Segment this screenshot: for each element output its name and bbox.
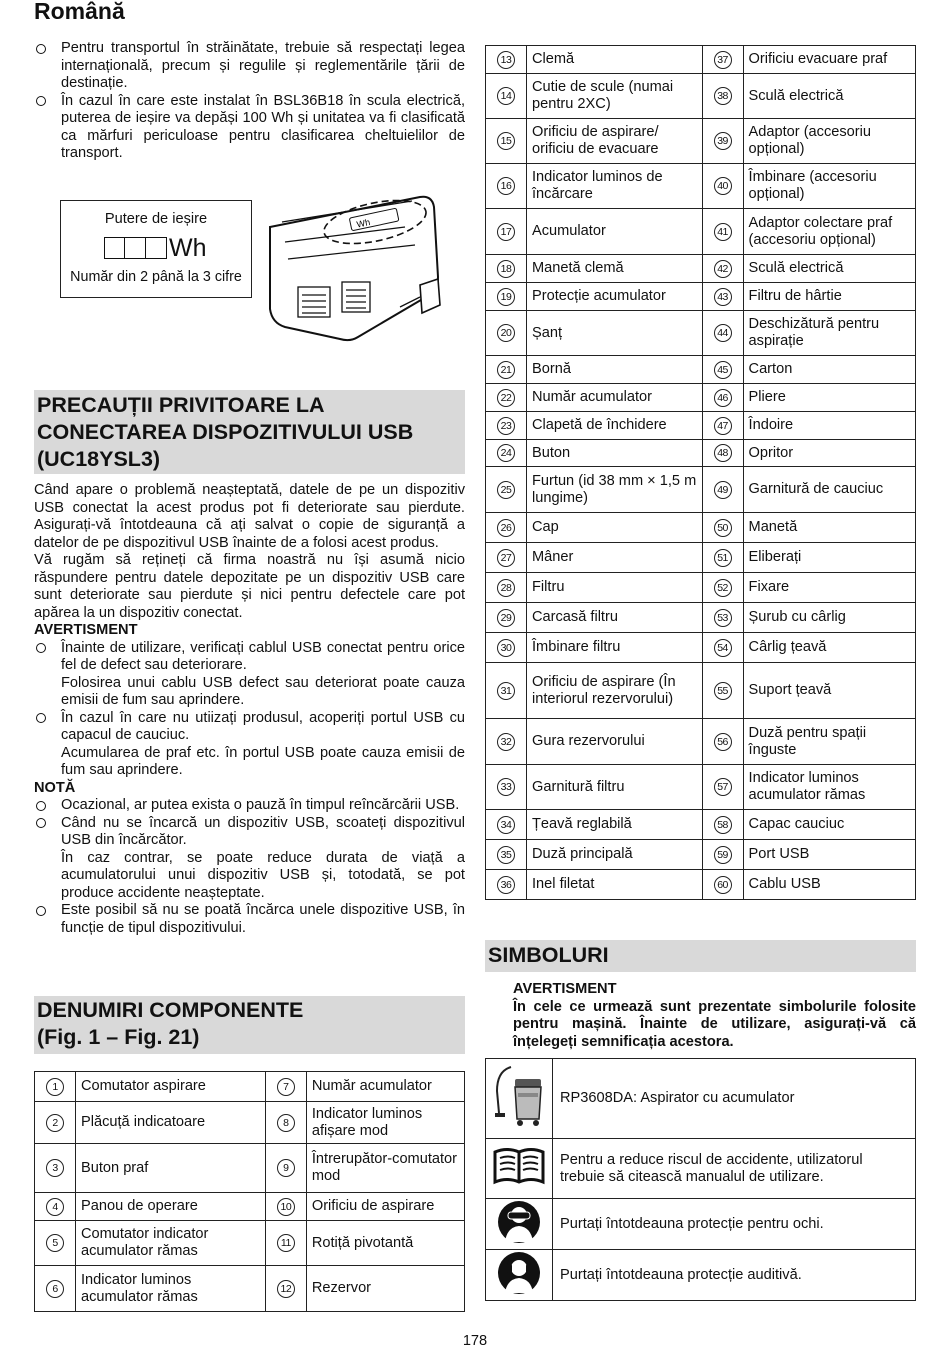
part-number: 23	[497, 417, 515, 435]
symbols-title: SIMBOLURI	[485, 940, 916, 972]
part-number: 28	[497, 579, 515, 597]
parts-row	[486, 765, 916, 810]
usb-warning-item: Înainte de utilizare, verificați cablul USB conectat pentru orice fel de defect sau deteriorare. Folosirea unui cablu USB defect sau deteriorat poate cauza emisii de fum sau aprindere.	[34, 640, 465, 710]
vacuum-cleaner-icon	[491, 1061, 547, 1131]
part-number: 54	[714, 639, 732, 657]
part-name: Buton praf	[76, 1144, 266, 1193]
part-name: Garnitură de cauciuc	[743, 467, 915, 513]
symbols-table	[485, 1058, 916, 1301]
symbol-row	[486, 1059, 916, 1139]
part-name: Garnitură filtru	[527, 765, 703, 810]
usb-paragraph-1: Când apare o problemă neașteptată, datele de pe un dispozitiv USB conectat la acest produs pot fi deteriorate sau pierdute. Asigurați-vă întotdeauna că ați salvat o copie de siguranță a datelor de pe dispozitivul USB înainte de a folosi acest produs.	[34, 482, 465, 551]
parts-row	[486, 209, 916, 255]
part-name: Panou de operare	[76, 1193, 266, 1221]
part-number: 53	[714, 609, 732, 627]
part-number: 11	[277, 1234, 295, 1252]
part-name: Manetă clemă	[527, 255, 703, 283]
part-number: 44	[714, 324, 732, 342]
part-name: Filtru	[527, 573, 703, 603]
part-name: Șanț	[527, 311, 703, 356]
parts-row	[486, 46, 916, 74]
part-number: 26	[497, 519, 515, 537]
part-name: Mâner	[527, 543, 703, 573]
part-name: Inel filetat	[527, 870, 703, 900]
part-name: Comutator aspirare	[76, 1072, 266, 1102]
part-number: 9	[277, 1159, 295, 1177]
part-number: 4	[46, 1198, 64, 1216]
parts-row	[486, 719, 916, 765]
symbol-text: Purtați întotdeauna protecție pentru ochi.	[553, 1199, 916, 1250]
part-number: 60	[714, 876, 732, 894]
part-name: Rotiță pivotantă	[306, 1221, 464, 1266]
parts-row	[486, 119, 916, 164]
eye-protection-icon	[497, 1200, 541, 1244]
parts-row	[486, 74, 916, 119]
part-name: Număr acumulator	[306, 1072, 464, 1102]
components-section	[34, 996, 465, 1054]
part-number: 36	[497, 876, 515, 894]
part-number: 50	[714, 519, 732, 537]
part-number: 38	[714, 87, 732, 105]
part-number: 22	[497, 389, 515, 407]
usb-paragraph-2: Vă rugăm să rețineți că firma noastră nu își asumă nicio răspundere pentru datele depozitate pe un dispozitiv USB care sunt deteriorate sau pierdute și nici pentru defectele care pot apărea la un dispozitiv conectat.	[34, 552, 465, 621]
part-name: Orificiu de aspirare/ orificiu de evacuare	[527, 119, 703, 164]
battery-wh-label: Wh	[355, 217, 372, 230]
part-number: 43	[714, 288, 732, 306]
part-number: 32	[497, 733, 515, 751]
part-number: 41	[714, 223, 732, 241]
symbol-row	[486, 1199, 916, 1250]
part-name: Port USB	[743, 840, 915, 870]
parts-row	[35, 1144, 465, 1193]
part-name: Indicator luminos afișare mod	[306, 1102, 464, 1144]
part-number: 57	[714, 778, 732, 796]
parts-row	[486, 810, 916, 840]
part-name: Gura rezervorului	[527, 719, 703, 765]
part-name: Deschizătură pentru aspirație	[743, 311, 915, 356]
part-number: 45	[714, 361, 732, 379]
part-name: Bornă	[527, 356, 703, 384]
part-name: Furtun (id 38 mm × 1,5 m lungime)	[527, 467, 703, 513]
part-name: Carcasă filtru	[527, 603, 703, 633]
part-number: 7	[277, 1078, 295, 1096]
part-number: 39	[714, 132, 732, 150]
usb-warning-item: În cazul în care nu utiizați produsul, acoperiți portul USB cu capacul de cauciuc. Acumularea de praf etc. în portul USB poate cauza emisii de fum sau aprindere.	[34, 710, 465, 780]
part-number: 51	[714, 549, 732, 567]
part-number: 31	[497, 682, 515, 700]
part-name: Cablu USB	[743, 870, 915, 900]
part-name: Comutator indicator acumulator rămas	[76, 1221, 266, 1266]
usb-note-item: Este posibil să nu se poată încărca unele dispozitive USB, în funcție de tipul dispozitivului.	[34, 902, 465, 937]
part-name: Cârlig țeavă	[743, 633, 915, 663]
part-name: Acumulator	[527, 209, 703, 255]
part-name: Orificiu de aspirare	[306, 1193, 464, 1221]
parts-row	[486, 255, 916, 283]
parts-row	[486, 573, 916, 603]
part-number: 27	[497, 549, 515, 567]
parts-row	[486, 440, 916, 467]
part-number: 40	[714, 177, 732, 195]
usb-section	[34, 390, 465, 937]
part-name: Clapetă de închidere	[527, 412, 703, 440]
part-number: 18	[497, 260, 515, 278]
part-number: 25	[497, 481, 515, 499]
part-number: 35	[497, 846, 515, 864]
part-name: Buton	[527, 440, 703, 467]
part-name: Îmbinare (accesoriu opțional)	[743, 164, 915, 209]
symbol-text: RP3608DA: Aspirator cu acumulator	[553, 1059, 916, 1139]
symbols-intro: În cele ce urmează sunt prezentate simbolurile folosite pentru mașină. Înainte de utilizare, asigurați-vă că înțelegeți semnificația acestora.	[513, 998, 916, 1050]
part-number: 46	[714, 389, 732, 407]
output-power-label: Putere de ieșire	[104, 211, 208, 227]
part-number: 42	[714, 260, 732, 278]
parts-row	[486, 870, 916, 900]
part-name: Sculă electrică	[743, 74, 915, 119]
components-title: DENUMIRI COMPONENTE (Fig. 1 – Fig. 21)	[34, 996, 465, 1054]
part-number: 12	[277, 1280, 295, 1298]
usb-warning-heading: AVERTISMENT	[34, 622, 138, 638]
parts-row	[486, 412, 916, 440]
parts-row	[486, 543, 916, 573]
part-name: Cutie de scule (numai pentru 2XC)	[527, 74, 703, 119]
parts-row	[486, 633, 916, 663]
part-name: Protecție acumulator	[527, 283, 703, 311]
symbol-row	[486, 1139, 916, 1199]
part-number: 37	[714, 51, 732, 69]
part-number: 49	[714, 481, 732, 499]
part-name: Țeavă reglabilă	[527, 810, 703, 840]
part-number: 20	[497, 324, 515, 342]
part-number: 24	[497, 444, 515, 462]
usb-note-heading: NOTĂ	[34, 779, 76, 796]
part-name: Indicator luminos de încărcare	[527, 164, 703, 209]
part-number: 56	[714, 733, 732, 751]
symbols-warning-heading: AVERTISMENT	[513, 981, 617, 997]
parts-row	[486, 311, 916, 356]
part-number: 2	[46, 1114, 64, 1132]
part-name: Clemă	[527, 46, 703, 74]
parts-row	[486, 663, 916, 719]
part-number: 48	[714, 444, 732, 462]
parts-row	[486, 513, 916, 543]
part-name: Manetă	[743, 513, 915, 543]
parts-table-1	[34, 1071, 465, 1312]
parts-row	[35, 1072, 465, 1102]
part-number: 17	[497, 223, 515, 241]
part-name: Orificiu de aspirare (În interiorul rezervorului)	[527, 663, 703, 719]
part-name: Orificiu evacuare praf	[743, 46, 915, 74]
part-number: 6	[46, 1280, 64, 1298]
part-number: 5	[46, 1234, 64, 1252]
part-number: 29	[497, 609, 515, 627]
part-name: Suport țeavă	[743, 663, 915, 719]
symbol-row	[486, 1250, 916, 1301]
part-name: Îndoire	[743, 412, 915, 440]
part-number: 1	[46, 1078, 64, 1096]
part-name: Duză pentru spații înguste	[743, 719, 915, 765]
part-number: 33	[497, 778, 515, 796]
part-name: Îmbinare filtru	[527, 633, 703, 663]
symbols-section	[485, 940, 916, 1051]
parts-row	[486, 356, 916, 384]
part-name: Șurub cu cârlig	[743, 603, 915, 633]
part-name: Opritor	[743, 440, 915, 467]
usb-note-item: Ocazional, ar putea exista o pauză în timpul reîncărcării USB.	[34, 797, 465, 815]
part-number: 21	[497, 361, 515, 379]
parts-row	[486, 467, 916, 513]
intro-bullet: În cazul în care este instalat în BSL36B18 în scula electrică, puterea de ieșire va depăși 100 Wh și unitatea va fi clasificată ca mărfuri periculoase pentru clasificarea cheltuielilor de transport.	[34, 93, 465, 163]
part-name: Pliere	[743, 384, 915, 412]
parts-row	[35, 1266, 465, 1312]
part-number: 47	[714, 417, 732, 435]
part-number: 58	[714, 816, 732, 834]
digits-note: Număr din 2 până la 3 cifre	[70, 269, 242, 285]
output-power-callout	[60, 200, 252, 298]
part-number: 3	[46, 1159, 64, 1177]
parts-table-2	[485, 45, 916, 900]
part-number: 19	[497, 288, 515, 306]
part-name: Capac cauciuc	[743, 810, 915, 840]
parts-row	[35, 1221, 465, 1266]
part-name: Indicator luminos acumulator rămas	[76, 1266, 266, 1312]
wh-unit: Wh	[169, 234, 207, 262]
parts-row	[486, 283, 916, 311]
page-number: 178	[462, 1333, 488, 1349]
usb-note-item: Când nu se încarcă un dispozitiv USB, scoateți dispozitivul USB din încărcător. În caz contrar, se poate reduce durata de viață a acumulatorului unui dispozitiv USB și, totodată, se pot produce accidente neașteptate.	[34, 815, 465, 903]
part-name: Fixare	[743, 573, 915, 603]
part-number: 8	[277, 1114, 295, 1132]
parts-row	[486, 840, 916, 870]
part-name: Carton	[743, 356, 915, 384]
part-name: Adaptor colectare praf (accesoriu opțional)	[743, 209, 915, 255]
part-number: 13	[497, 51, 515, 69]
part-number: 52	[714, 579, 732, 597]
usb-section-title: PRECAUȚII PRIVITOARE LA CONECTAREA DISPOZITIVULUI USB (UC18YSL3)	[34, 390, 465, 474]
part-number: 14	[497, 87, 515, 105]
read-manual-icon	[491, 1144, 547, 1188]
intro-bullets	[34, 40, 465, 163]
part-number: 59	[714, 846, 732, 864]
part-name: Cap	[527, 513, 703, 543]
part-number: 30	[497, 639, 515, 657]
language-heading: Română	[34, 0, 125, 24]
part-name: Duză principală	[527, 840, 703, 870]
parts-row	[486, 164, 916, 209]
part-name: Număr acumulator	[527, 384, 703, 412]
part-name: Filtru de hârtie	[743, 283, 915, 311]
part-number: 10	[277, 1198, 295, 1216]
part-name: Eliberați	[743, 543, 915, 573]
parts-row	[486, 384, 916, 412]
intro-bullet: Pentru transportul în străinătate, trebuie să respectați legea internațională, precum și regulile și reglementările țării de destinație.	[34, 40, 465, 93]
part-name: Adaptor (accesoriu opțional)	[743, 119, 915, 164]
symbol-text: Pentru a reduce riscul de accidente, utilizatorul trebuie să citească manualul de utilizare.	[553, 1139, 916, 1199]
part-number: 15	[497, 132, 515, 150]
part-name: Plăcuță indicatoare	[76, 1102, 266, 1144]
part-name: Rezervor	[306, 1266, 464, 1312]
parts-row	[486, 603, 916, 633]
symbol-text: Purtați întotdeauna protecție auditivă.	[553, 1250, 916, 1301]
parts-row	[35, 1193, 465, 1221]
part-name: Întrerupător-comutator mod	[306, 1144, 464, 1193]
part-name: Sculă electrică	[743, 255, 915, 283]
part-name: Indicator luminos acumulator rămas	[743, 765, 915, 810]
part-number: 34	[497, 816, 515, 834]
ear-protection-icon	[497, 1251, 541, 1295]
part-number: 16	[497, 177, 515, 195]
parts-row	[35, 1102, 465, 1144]
part-number: 55	[714, 682, 732, 700]
